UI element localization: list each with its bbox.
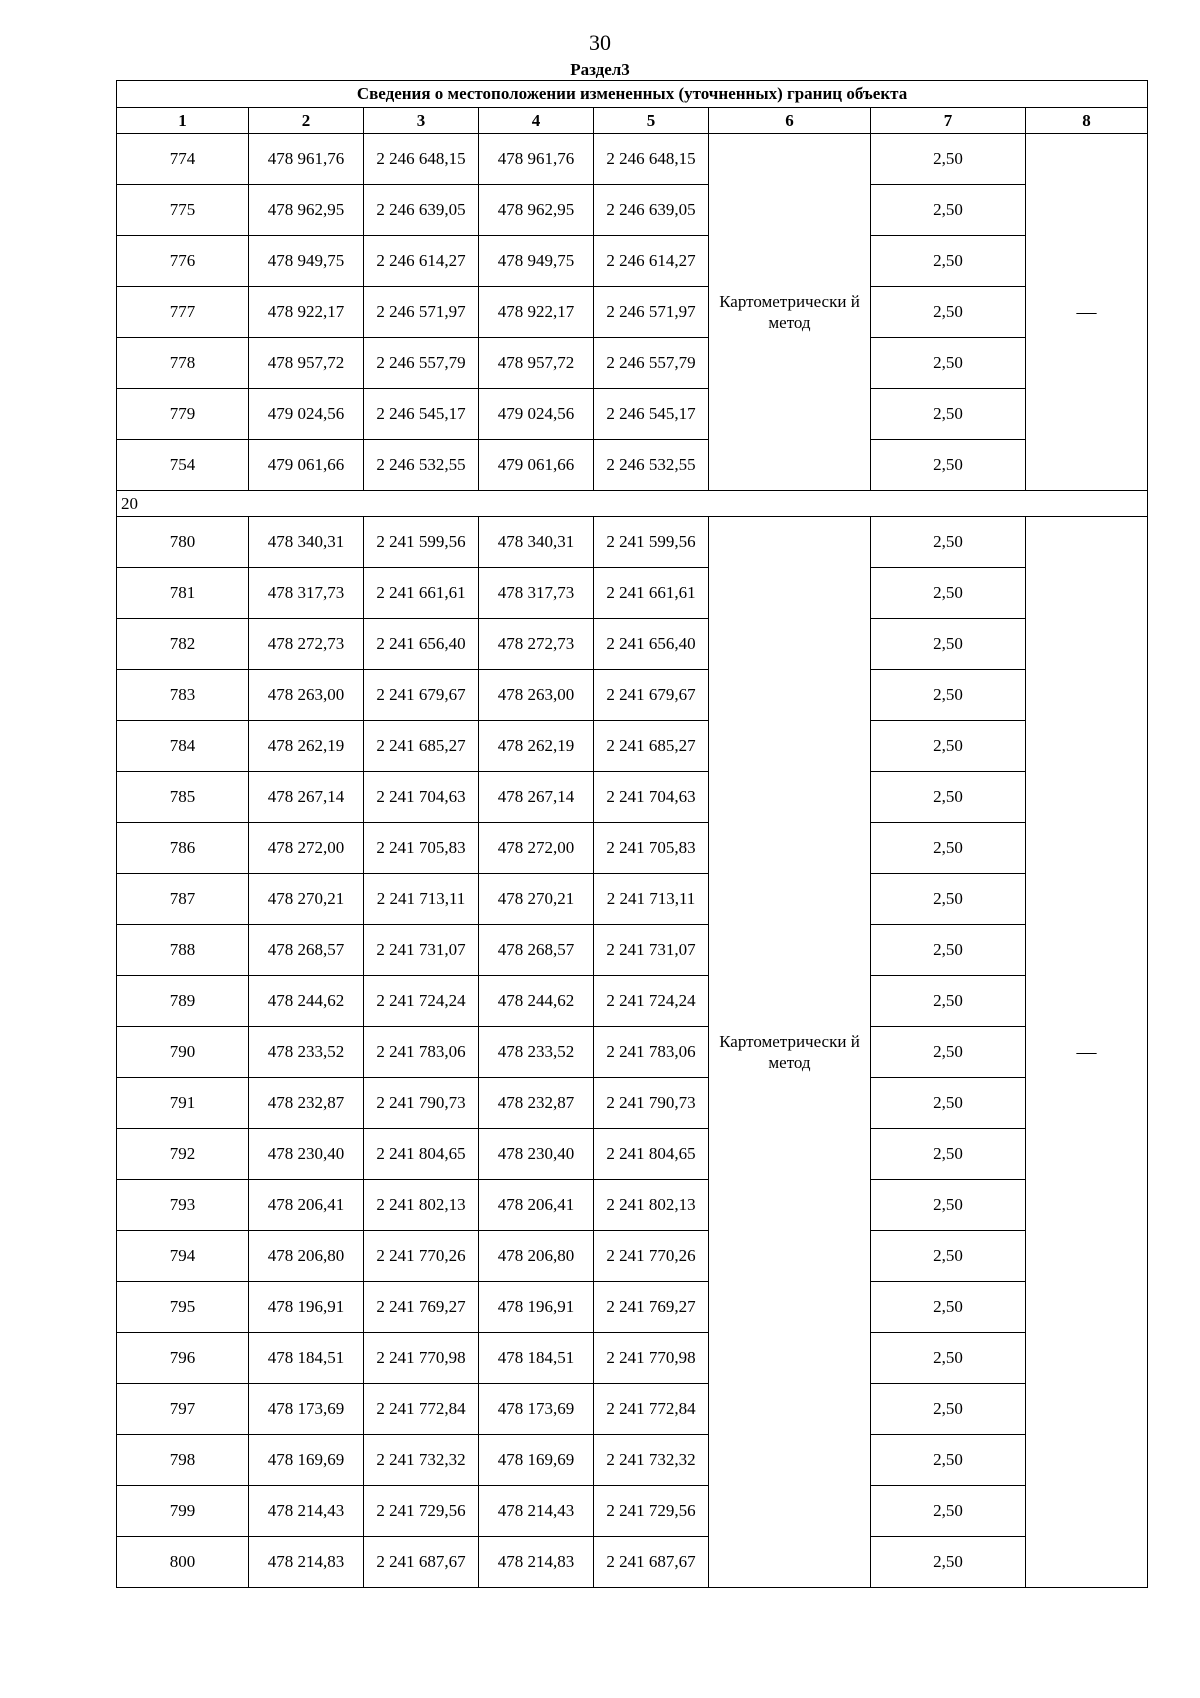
table-row [117,134,1148,185]
column-number: 5 [594,108,709,134]
point-number: 798 [117,1435,249,1486]
accuracy-value: 2,50 [871,389,1026,440]
accuracy-value: 2,50 [871,619,1026,670]
accuracy-value: 2,50 [871,823,1026,874]
x-coordinate-refined: 478 957,72 [479,338,594,389]
point-number: 791 [117,1078,249,1129]
accuracy-value: 2,50 [871,134,1026,185]
accuracy-value: 2,50 [871,568,1026,619]
column-number: 6 [709,108,871,134]
x-coordinate-existing: 478 962,95 [249,185,364,236]
table-row [117,1129,1148,1180]
x-coordinate-refined: 478 206,41 [479,1180,594,1231]
table-row [117,619,1148,670]
y-coordinate-existing: 2 246 614,27 [364,236,479,287]
point-number: 785 [117,772,249,823]
y-coordinate-existing: 2 241 732,32 [364,1435,479,1486]
accuracy-value: 2,50 [871,1078,1026,1129]
x-coordinate-refined: 478 214,83 [479,1537,594,1588]
column-number: 7 [871,108,1026,134]
y-coordinate-refined: 2 241 783,06 [594,1027,709,1078]
y-coordinate-existing: 2 241 790,73 [364,1078,479,1129]
accuracy-value: 2,50 [871,1180,1026,1231]
point-number: 777 [117,287,249,338]
y-coordinate-existing: 2 241 802,13 [364,1180,479,1231]
accuracy-value: 2,50 [871,1282,1026,1333]
y-coordinate-existing: 2 241 731,07 [364,925,479,976]
x-coordinate-existing: 478 214,43 [249,1486,364,1537]
y-coordinate-existing: 2 241 770,98 [364,1333,479,1384]
point-number: 754 [117,440,249,491]
y-coordinate-existing: 2 246 532,55 [364,440,479,491]
x-coordinate-refined: 478 270,21 [479,874,594,925]
point-number: 781 [117,568,249,619]
x-coordinate-refined: 478 962,95 [479,185,594,236]
table-row [117,1537,1148,1588]
y-coordinate-existing: 2 241 704,63 [364,772,479,823]
point-number: 774 [117,134,249,185]
y-coordinate-refined: 2 246 639,05 [594,185,709,236]
x-coordinate-existing: 478 949,75 [249,236,364,287]
table-row [117,287,1148,338]
y-coordinate-existing: 2 241 772,84 [364,1384,479,1435]
note-cell: — [1026,134,1148,491]
point-number: 784 [117,721,249,772]
y-coordinate-refined: 2 246 648,15 [594,134,709,185]
x-coordinate-refined: 478 272,73 [479,619,594,670]
y-coordinate-refined: 2 241 731,07 [594,925,709,976]
y-coordinate-refined: 2 241 599,56 [594,517,709,568]
y-coordinate-existing: 2 241 687,67 [364,1537,479,1588]
table-row [117,1435,1148,1486]
y-coordinate-refined: 2 241 802,13 [594,1180,709,1231]
x-coordinate-refined: 478 340,31 [479,517,594,568]
x-coordinate-refined: 478 230,40 [479,1129,594,1180]
x-coordinate-existing: 478 230,40 [249,1129,364,1180]
x-coordinate-refined: 478 169,69 [479,1435,594,1486]
point-number: 786 [117,823,249,874]
boundary-coordinates-table [116,80,1148,1588]
x-coordinate-refined: 478 317,73 [479,568,594,619]
table-row [117,1027,1148,1078]
accuracy-value: 2,50 [871,772,1026,823]
x-coordinate-refined: 478 184,51 [479,1333,594,1384]
point-number: 792 [117,1129,249,1180]
x-coordinate-existing: 478 272,73 [249,619,364,670]
x-coordinate-existing: 479 061,66 [249,440,364,491]
group-label: 20 [117,491,1148,517]
y-coordinate-existing: 2 241 729,56 [364,1486,479,1537]
y-coordinate-refined: 2 241 685,27 [594,721,709,772]
accuracy-value: 2,50 [871,517,1026,568]
accuracy-value: 2,50 [871,1435,1026,1486]
table-row [117,823,1148,874]
y-coordinate-refined: 2 241 705,83 [594,823,709,874]
point-number: 794 [117,1231,249,1282]
x-coordinate-refined: 478 244,62 [479,976,594,1027]
table-row [117,1333,1148,1384]
y-coordinate-existing: 2 241 770,26 [364,1231,479,1282]
x-coordinate-refined: 478 214,43 [479,1486,594,1537]
point-number: 796 [117,1333,249,1384]
accuracy-value: 2,50 [871,1333,1026,1384]
x-coordinate-existing: 478 244,62 [249,976,364,1027]
group-label-row [117,491,1148,517]
y-coordinate-refined: 2 246 571,97 [594,287,709,338]
y-coordinate-existing: 2 241 783,06 [364,1027,479,1078]
x-coordinate-existing: 478 922,17 [249,287,364,338]
y-coordinate-refined: 2 246 532,55 [594,440,709,491]
table-row [117,440,1148,491]
x-coordinate-refined: 478 263,00 [479,670,594,721]
point-number: 780 [117,517,249,568]
table-row [117,1282,1148,1333]
y-coordinate-refined: 2 241 770,98 [594,1333,709,1384]
accuracy-value: 2,50 [871,1129,1026,1180]
x-coordinate-refined: 478 232,87 [479,1078,594,1129]
y-coordinate-existing: 2 241 724,24 [364,976,479,1027]
y-coordinate-refined: 2 241 679,67 [594,670,709,721]
note-cell: — [1026,517,1148,1588]
y-coordinate-existing: 2 241 804,65 [364,1129,479,1180]
column-number: 4 [479,108,594,134]
column-number: 8 [1026,108,1148,134]
y-coordinate-existing: 2 246 557,79 [364,338,479,389]
table-row [117,1486,1148,1537]
table-row [117,1231,1148,1282]
y-coordinate-existing: 2 241 685,27 [364,721,479,772]
x-coordinate-existing: 478 340,31 [249,517,364,568]
point-number: 778 [117,338,249,389]
point-number: 779 [117,389,249,440]
y-coordinate-existing: 2 241 679,67 [364,670,479,721]
table-row [117,1180,1148,1231]
y-coordinate-refined: 2 241 769,27 [594,1282,709,1333]
x-coordinate-refined: 478 961,76 [479,134,594,185]
accuracy-value: 2,50 [871,1027,1026,1078]
y-coordinate-refined: 2 241 687,67 [594,1537,709,1588]
x-coordinate-existing: 478 272,00 [249,823,364,874]
accuracy-value: 2,50 [871,721,1026,772]
x-coordinate-existing: 478 317,73 [249,568,364,619]
point-number: 793 [117,1180,249,1231]
x-coordinate-refined: 478 206,80 [479,1231,594,1282]
x-coordinate-existing: 478 214,83 [249,1537,364,1588]
y-coordinate-refined: 2 241 772,84 [594,1384,709,1435]
x-coordinate-existing: 478 267,14 [249,772,364,823]
point-number: 790 [117,1027,249,1078]
accuracy-value: 2,50 [871,236,1026,287]
table-row [117,568,1148,619]
table-row [117,389,1148,440]
column-number: 2 [249,108,364,134]
point-number: 800 [117,1537,249,1588]
x-coordinate-refined: 478 272,00 [479,823,594,874]
y-coordinate-existing: 2 246 545,17 [364,389,479,440]
x-coordinate-existing: 478 173,69 [249,1384,364,1435]
accuracy-value: 2,50 [871,440,1026,491]
x-coordinate-existing: 478 263,00 [249,670,364,721]
column-number: 1 [117,108,249,134]
point-number: 789 [117,976,249,1027]
y-coordinate-refined: 2 241 732,32 [594,1435,709,1486]
x-coordinate-existing: 478 232,87 [249,1078,364,1129]
table-row [117,976,1148,1027]
x-coordinate-existing: 478 961,76 [249,134,364,185]
point-number: 776 [117,236,249,287]
y-coordinate-refined: 2 246 545,17 [594,389,709,440]
method-cell: Картометрически й метод [709,134,871,491]
x-coordinate-refined: 478 949,75 [479,236,594,287]
y-coordinate-refined: 2 241 729,56 [594,1486,709,1537]
table-row [117,925,1148,976]
y-coordinate-existing: 2 246 639,05 [364,185,479,236]
table-row [117,338,1148,389]
point-number: 782 [117,619,249,670]
accuracy-value: 2,50 [871,338,1026,389]
x-coordinate-existing: 478 196,91 [249,1282,364,1333]
x-coordinate-existing: 478 206,41 [249,1180,364,1231]
y-coordinate-refined: 2 241 790,73 [594,1078,709,1129]
y-coordinate-refined: 2 241 724,24 [594,976,709,1027]
x-coordinate-refined: 479 024,56 [479,389,594,440]
x-coordinate-refined: 478 267,14 [479,772,594,823]
accuracy-value: 2,50 [871,670,1026,721]
accuracy-value: 2,50 [871,1486,1026,1537]
x-coordinate-refined: 478 262,19 [479,721,594,772]
point-number: 783 [117,670,249,721]
y-coordinate-existing: 2 241 661,61 [364,568,479,619]
accuracy-value: 2,50 [871,1384,1026,1435]
section-title: Раздел3 [570,60,630,79]
x-coordinate-existing: 478 184,51 [249,1333,364,1384]
table-caption: Сведения о местоположении измененных (уточненных) границ объекта [117,81,1148,108]
table-row [117,1078,1148,1129]
x-coordinate-existing: 478 169,69 [249,1435,364,1486]
y-coordinate-refined: 2 246 557,79 [594,338,709,389]
accuracy-value: 2,50 [871,1537,1026,1588]
x-coordinate-existing: 478 957,72 [249,338,364,389]
point-number: 795 [117,1282,249,1333]
point-number: 775 [117,185,249,236]
point-number: 799 [117,1486,249,1537]
x-coordinate-refined: 478 233,52 [479,1027,594,1078]
y-coordinate-refined: 2 241 704,63 [594,772,709,823]
x-coordinate-existing: 479 024,56 [249,389,364,440]
y-coordinate-existing: 2 241 656,40 [364,619,479,670]
y-coordinate-existing: 2 241 713,11 [364,874,479,925]
point-number: 787 [117,874,249,925]
y-coordinate-existing: 2 246 648,15 [364,134,479,185]
accuracy-value: 2,50 [871,976,1026,1027]
point-number: 788 [117,925,249,976]
column-number-row [117,108,1148,134]
accuracy-value: 2,50 [871,287,1026,338]
x-coordinate-refined: 478 268,57 [479,925,594,976]
column-number: 3 [364,108,479,134]
y-coordinate-existing: 2 246 571,97 [364,287,479,338]
y-coordinate-refined: 2 241 804,65 [594,1129,709,1180]
y-coordinate-refined: 2 241 656,40 [594,619,709,670]
table-row [117,721,1148,772]
x-coordinate-refined: 478 196,91 [479,1282,594,1333]
table-row [117,517,1148,568]
x-coordinate-existing: 478 268,57 [249,925,364,976]
y-coordinate-refined: 2 246 614,27 [594,236,709,287]
page-number: 30 [589,30,611,55]
point-number: 797 [117,1384,249,1435]
table-row [117,1384,1148,1435]
table-body [117,134,1148,1588]
y-coordinate-existing: 2 241 599,56 [364,517,479,568]
table-row [117,236,1148,287]
x-coordinate-existing: 478 206,80 [249,1231,364,1282]
table-row [117,874,1148,925]
table-row [117,772,1148,823]
x-coordinate-refined: 478 922,17 [479,287,594,338]
method-cell: Картометрически й метод [709,517,871,1588]
table-row [117,185,1148,236]
accuracy-value: 2,50 [871,1231,1026,1282]
x-coordinate-existing: 478 233,52 [249,1027,364,1078]
x-coordinate-existing: 478 270,21 [249,874,364,925]
x-coordinate-existing: 478 262,19 [249,721,364,772]
y-coordinate-existing: 2 241 705,83 [364,823,479,874]
x-coordinate-refined: 479 061,66 [479,440,594,491]
y-coordinate-refined: 2 241 770,26 [594,1231,709,1282]
table-row [117,670,1148,721]
x-coordinate-refined: 478 173,69 [479,1384,594,1435]
accuracy-value: 2,50 [871,185,1026,236]
accuracy-value: 2,50 [871,874,1026,925]
accuracy-value: 2,50 [871,925,1026,976]
y-coordinate-refined: 2 241 661,61 [594,568,709,619]
y-coordinate-refined: 2 241 713,11 [594,874,709,925]
y-coordinate-existing: 2 241 769,27 [364,1282,479,1333]
